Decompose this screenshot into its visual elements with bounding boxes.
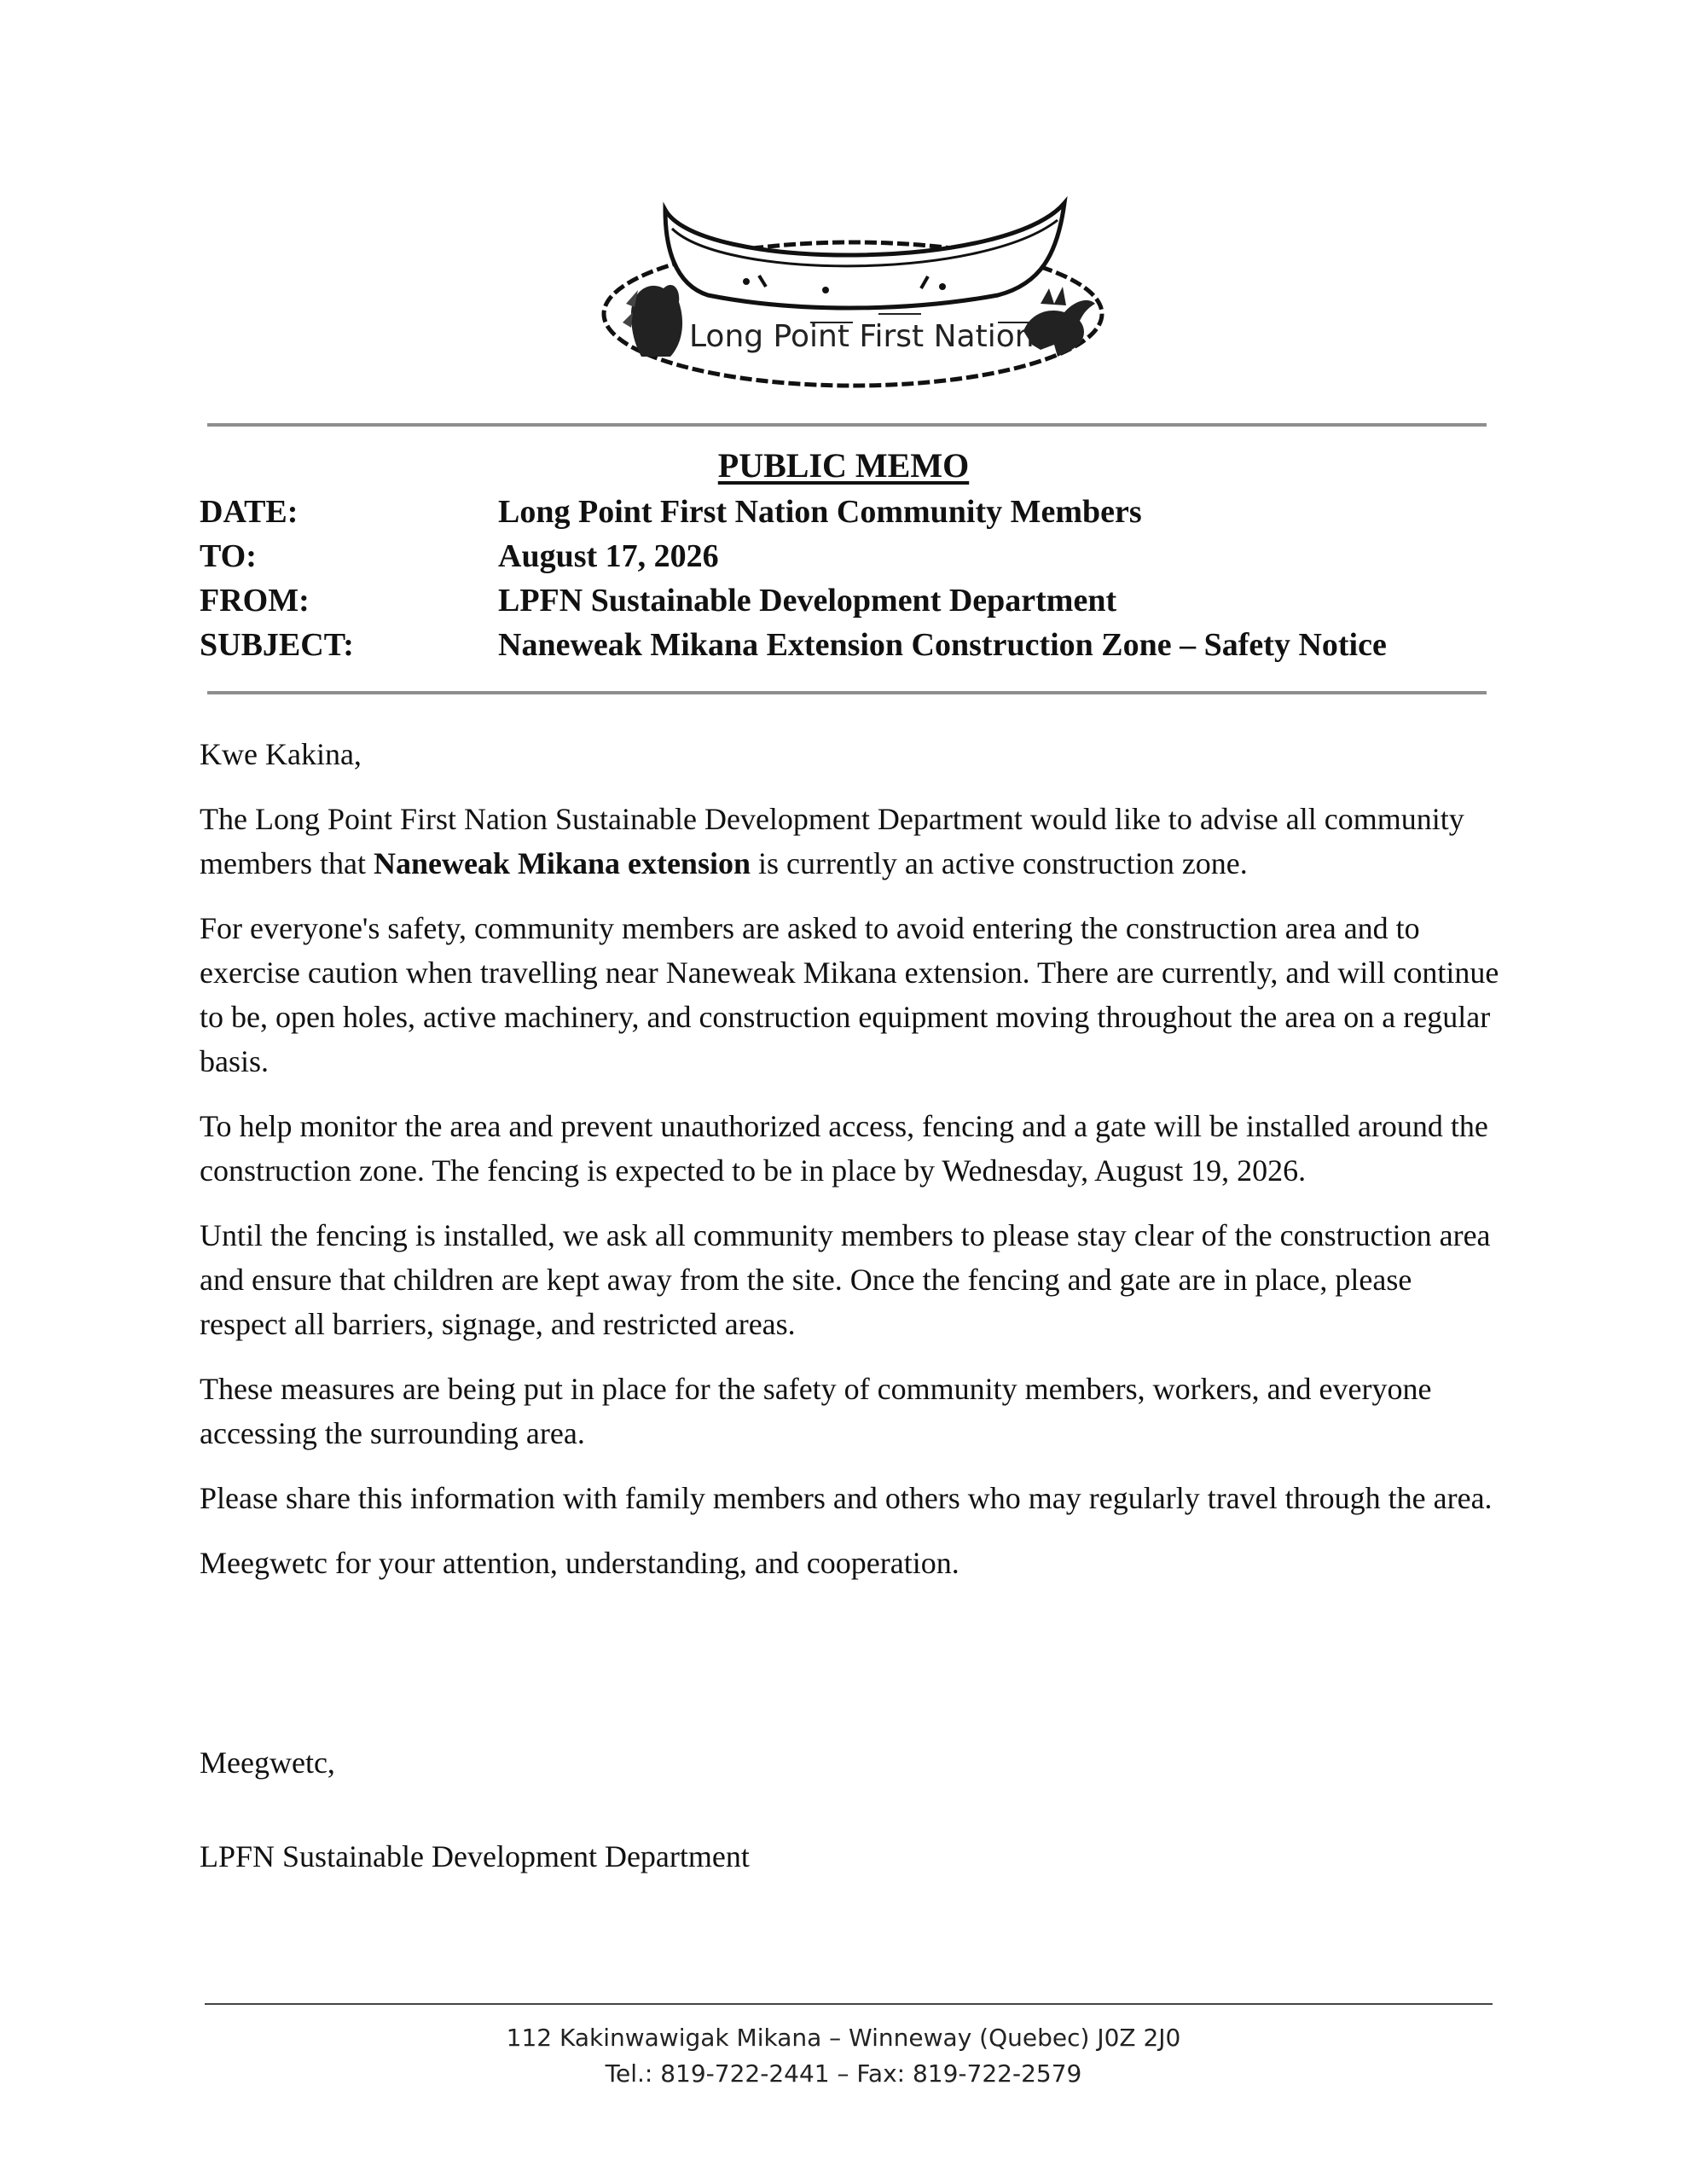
body-paragraph: For everyone's safety, community members are asked to avoid entering the construction area and to exercise caution when travelling near Naneweak Mikana extension. There are currently, and will continue to be, open holes, active machinery, and construction equipment moving throughout the area on a regular basis. <box>200 911 1499 1078</box>
memo-value: LPFN Sustainable Development Department <box>498 583 1117 619</box>
svg-text:Long Point First Nation: Long Point First Nation <box>689 319 1035 354</box>
highlighted-location: Naneweak Mikana extension <box>373 846 751 880</box>
greeting: Kwe Kakina, <box>200 737 362 771</box>
body-paragraph: Please share this information with family members and others who may regularly travel through the area. <box>200 1481 1493 1515</box>
header-divider-bottom <box>207 691 1487 694</box>
footer-phone: Tel.: 819-722-2441 – Fax: 819-722-2579 <box>605 2059 1082 2088</box>
body-paragraph: These measures are being put in place for the safety of community members, workers, and everyone accessing the surrounding area. <box>200 1372 1432 1450</box>
body-paragraph: Until the fencing is installed, we ask all community members to please stay clear of the construction area and ensure that children are kept away from the site. Once the fencing and gate are in place, please respect all barriers, signage, and restricted areas. <box>200 1218 1491 1341</box>
canoe-logo-icon <box>597 195 1109 392</box>
footer-divider <box>205 2003 1493 2005</box>
signature: LPFN Sustainable Development Department <box>200 1839 750 1873</box>
memo-row-subject <box>200 623 1496 667</box>
memo-body <box>200 732 1504 1606</box>
memo-label: DATE: <box>200 494 299 530</box>
body-text: The Long Point First Nation Sustainable Development Department would like to advise all community members that <box>200 802 1464 880</box>
memo-label: SUBJECT: <box>200 627 354 663</box>
body-paragraph: To help monitor the area and prevent unauthorized access, fencing and a gate will be installed around the construction zone. The fencing is expected to be in place by Wednesday, August 19, 2026. <box>200 1109 1488 1188</box>
memo-row-to <box>200 534 1496 578</box>
memo-label: FROM: <box>200 583 310 619</box>
body-text: is currently an active construction zone. <box>750 846 1248 880</box>
footer <box>0 2020 1687 2092</box>
memo-value: August 17, 2026 <box>498 538 719 574</box>
memo-label: TO: <box>200 538 257 574</box>
body-paragraph: Meegwetc for your attention, understanding, and cooperation. <box>200 1546 959 1580</box>
body-paragraph <box>200 797 1504 886</box>
memo-row-from <box>200 578 1496 623</box>
memo-title: PUBLIC MEMO <box>717 446 970 485</box>
header-divider-top <box>207 423 1487 427</box>
closing: Meegwetc, <box>200 1745 335 1780</box>
footer-address: 112 Kakinwawigak Mikana – Winneway (Quebec) J0Z 2J0 <box>506 2024 1181 2052</box>
memo-value: Long Point First Nation Community Members <box>498 494 1142 530</box>
memo-row-date <box>200 490 1496 534</box>
memo-value: Naneweak Mikana Extension Construction Zone – Safety Notice <box>498 627 1387 663</box>
